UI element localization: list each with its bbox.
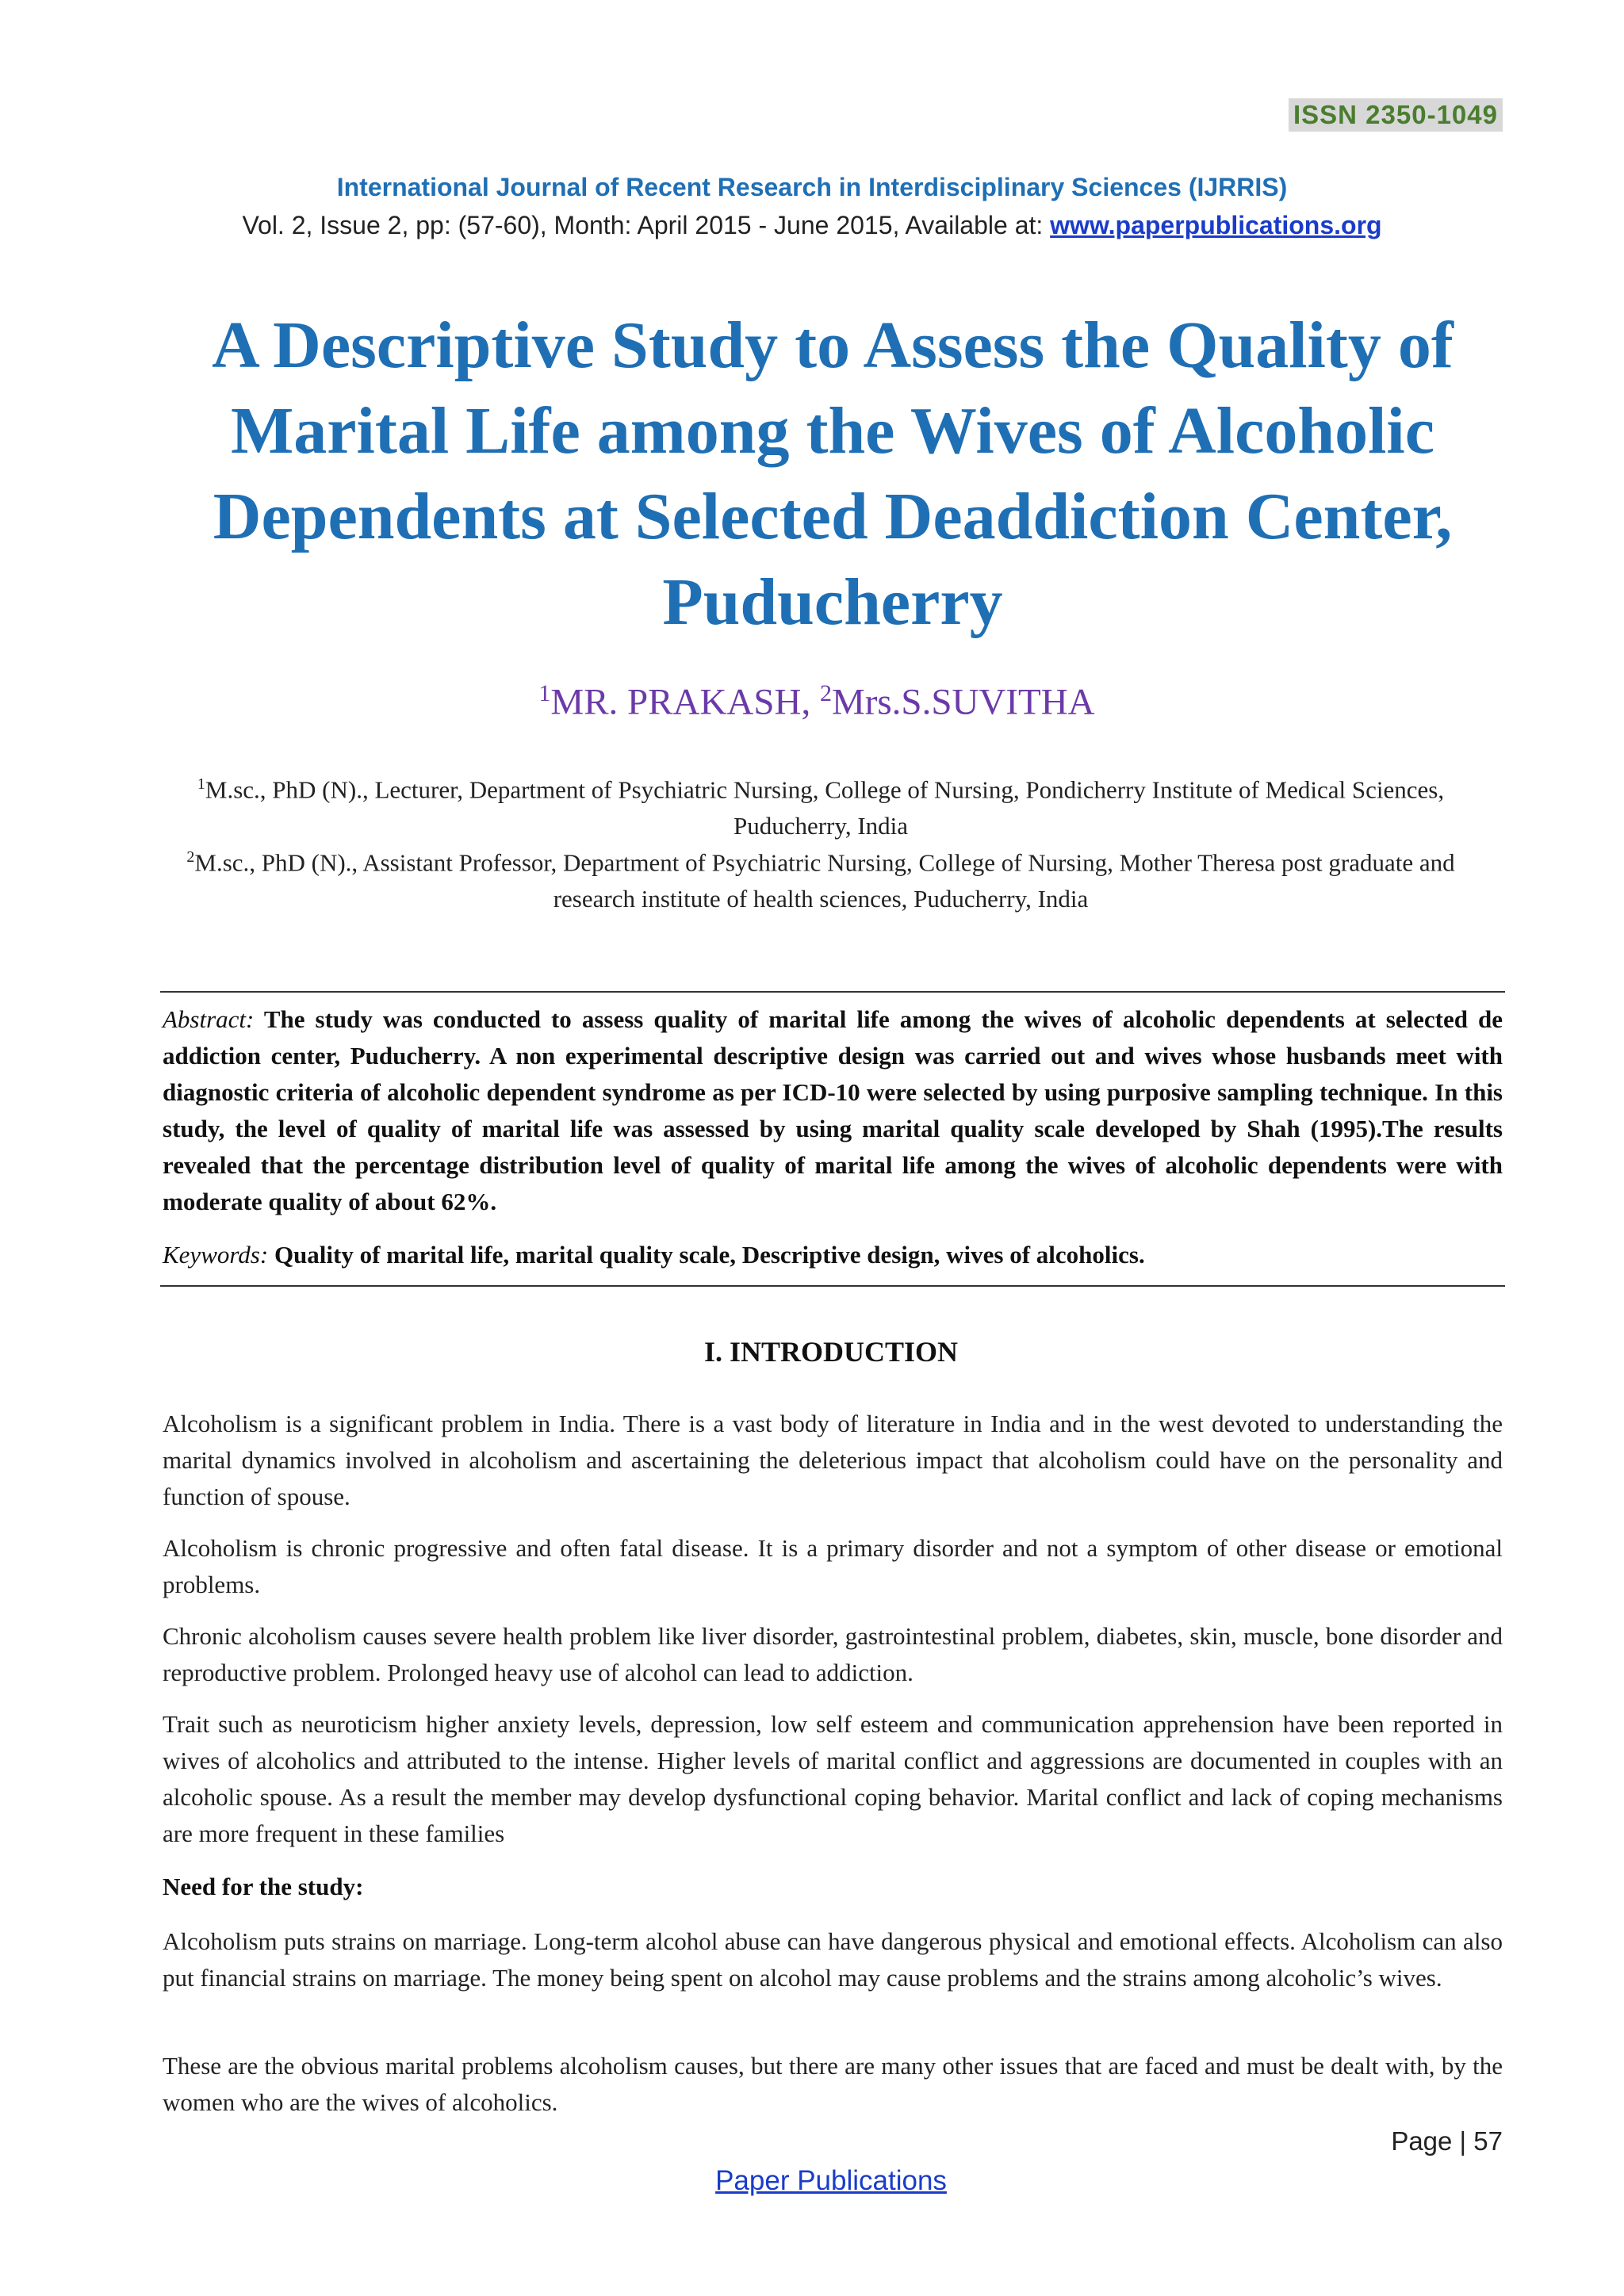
volume-text: Vol. 2, Issue 2, pp: (57-60), Month: April 2015 - June 2015, Available at: <box>242 211 1044 239</box>
keywords <box>163 1241 1503 1269</box>
abstract-top-rule <box>160 991 1505 993</box>
author2-name: Mrs.S.SUVITHA <box>831 681 1095 723</box>
abstract-label: Abstract: <box>163 1005 255 1033</box>
website-link[interactable]: www.paperpublications.org <box>1050 211 1382 239</box>
page-number: Page | 57 <box>1391 2126 1503 2156</box>
intro-paragraph-4: Trait such as neuroticism higher anxiety levels, depression, low self esteem and communication apprehension have been reported in wives of alcoholics and attributed to the intense. Higher levels of marital conflict and aggressions are documented in couples with an alcoholic spouse. As a result the member may develop dysfunctional coping behavior. Marital conflict and lack of coping mechanisms are more frequent in these families <box>163 1710 1503 1847</box>
authors <box>0 680 1624 724</box>
abstract <box>163 1001 1503 1220</box>
author1-superscript: 1 <box>538 680 551 706</box>
footer <box>0 2165 1624 2197</box>
issn-label: ISSN 2350-1049 <box>1289 98 1503 132</box>
introduction-heading: I. INTRODUCTION <box>703 1336 959 1368</box>
author1-name: MR. PRAKASH, <box>550 681 820 723</box>
abstract-text: The study was conducted to assess quality of marital life among the wives of alcoholic dependents at selected de addiction center, Puducherry. A non experimental descriptive design was carried out and wives whose husbands meet with diagnostic criteria of alcoholic dependent syndrome as per ICD-10 were selected by using purposive sampling technique. In this study, the level of quality of marital life was assessed by using marital quality scale developed by Shah (1995).The results revealed that the percentage distribution level of quality of marital life among the wives of alcoholic dependents were with moderate quality of about 62%. <box>163 1005 1503 1215</box>
affiliation-2 <box>174 839 1467 917</box>
author2-superscript: 2 <box>819 680 832 706</box>
affiliation-1-superscript: 1 <box>197 775 205 793</box>
abstract-bottom-rule <box>160 1285 1505 1287</box>
need-paragraph-1: Alcoholism puts strains on marriage. Long-term alcohol abuse can have dangerous physical and emotional effects. Alcoholism can also put financial strains on marriage. The money being spent on alcohol may cause problems and the strains among alcoholic’s wives. <box>163 1927 1503 1992</box>
keywords-text: Quality of marital life, marital quality scale, Descriptive design, wives of alcoholics. <box>274 1241 1145 1269</box>
affiliation-1 <box>174 766 1467 844</box>
intro-paragraph-3: Chronic alcoholism causes severe health problem like liver disorder, gastrointestinal problem, diabetes, skin, muscle, bone disorder and reproductive problem. Prolonged heavy use of alcohol can lead to addiction. <box>163 1622 1503 1686</box>
volume-line <box>0 211 1624 240</box>
intro-paragraph-2: Alcoholism is chronic progressive and often fatal disease. It is a primary disorder and not a symptom of other disease or emotional problems. <box>163 1534 1503 1598</box>
need-paragraph-2: These are the obvious marital problems alcoholism causes, but there are many other issues that are faced and must be dealt with, by the women who are the wives of alcoholics. <box>163 2052 1503 2116</box>
need-for-study-heading: Need for the study: <box>163 1873 364 1900</box>
paper-title: A Descriptive Study to Assess the Quality of Marital Life among the Wives of Alcoholic Dependents at Selected Deaddiction Center, Puducherry <box>212 308 1454 639</box>
journal-name: International Journal of Recent Research in Interdisciplinary Sciences (IJRRIS) <box>336 173 1288 201</box>
affiliation-1-text: M.sc., PhD (N)., Lecturer, Department of Psychiatric Nursing, College of Nursing, Pondicherry Institute of Medical Sciences, Puducherry, India <box>205 775 1445 840</box>
publisher-link[interactable]: Paper Publications <box>715 2165 947 2196</box>
affiliation-2-text: M.sc., PhD (N)., Assistant Professor, Department of Psychiatric Nursing, College of Nursing, Mother Theresa post graduate and research institute of health sciences, Puducherry, India <box>194 848 1455 913</box>
affiliation-2-superscript: 2 <box>186 848 195 866</box>
intro-paragraph-1: Alcoholism is a significant problem in India. There is a vast body of literature in India and in the west devoted to understanding the marital dynamics involved in alcoholism and ascertaining the deleterious impact that alcoholism could have on the personality and function of spouse. <box>163 1410 1503 1510</box>
keywords-label: Keywords: <box>163 1241 269 1269</box>
